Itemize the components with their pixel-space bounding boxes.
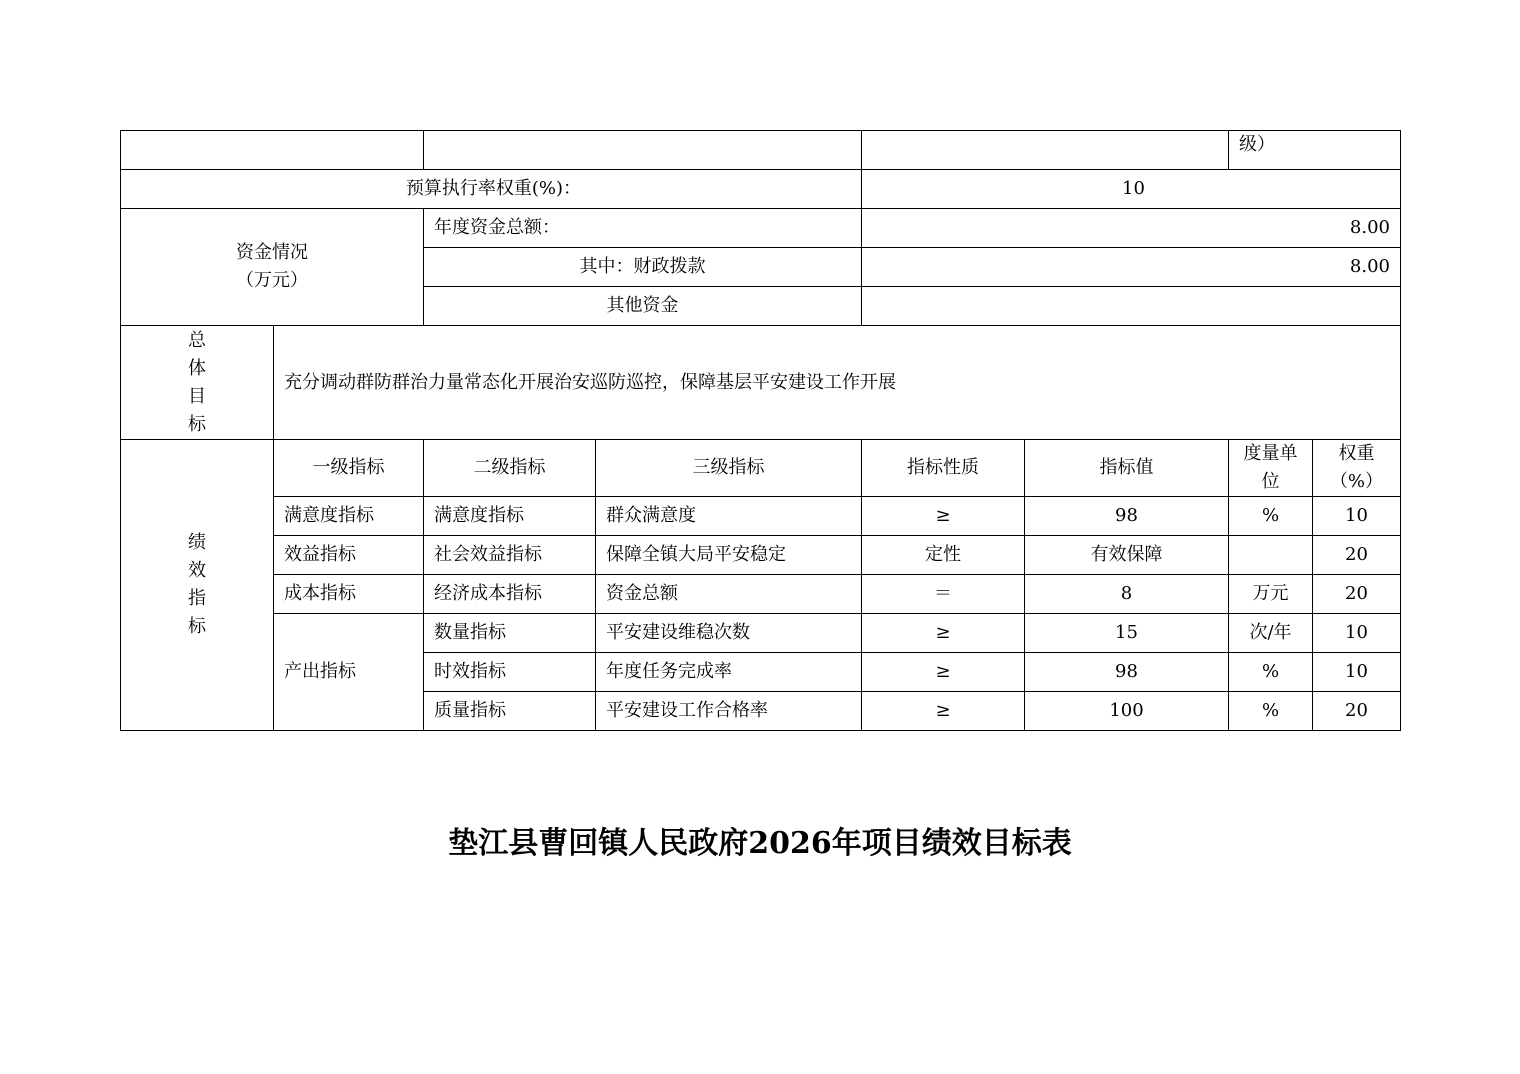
header-level3: 三级指标 (596, 440, 862, 497)
cell-unit (1229, 536, 1313, 575)
cell-value: 100 (1025, 692, 1229, 731)
cell-weight: 10 (1313, 497, 1401, 536)
cell-weight: 20 (1313, 536, 1401, 575)
indicator-header-row (121, 440, 1401, 497)
header-weight-line2: （%） (1329, 471, 1384, 492)
cell-level3: 保障全镇大局平安稳定 (596, 536, 862, 575)
cell-level3: 资金总额 (596, 575, 862, 614)
overall-goal-label-char: 标 (188, 413, 206, 435)
budget-rate-row (121, 170, 1401, 209)
cell-level1: 成本指标 (274, 575, 424, 614)
table-row (121, 497, 1401, 536)
cell-level1: 产出指标 (274, 614, 424, 731)
funding-row-total (121, 209, 1401, 248)
header-value: 指标值 (1025, 440, 1229, 497)
indicators-label-char: 标 (188, 616, 206, 637)
cell-value: 有效保障 (1025, 536, 1229, 575)
header-level2: 二级指标 (424, 440, 596, 497)
cell-nature: ≥ (862, 497, 1025, 536)
cell-level2: 社会效益指标 (424, 536, 596, 575)
header-unit (1229, 440, 1313, 497)
indicators-label-char: 绩 (188, 532, 206, 553)
cell-level1: 效益指标 (274, 536, 424, 575)
cell-value: 15 (1025, 614, 1229, 653)
cell-weight: 10 (1313, 614, 1401, 653)
cell-level2: 经济成本指标 (424, 575, 596, 614)
other-funds-value (862, 287, 1401, 326)
cell-level2: 时效指标 (424, 653, 596, 692)
partial-top-row (121, 131, 1401, 170)
overall-goal-label-char: 总 (188, 329, 206, 351)
funding-label-line2: （万元） (236, 270, 308, 291)
cell-unit: 次/年 (1229, 614, 1313, 653)
annual-total-label: 年度资金总额： (424, 209, 862, 248)
cell-unit: % (1229, 653, 1313, 692)
cell-level3: 年度任务完成率 (596, 653, 862, 692)
budget-rate-value: 10 (862, 170, 1401, 209)
header-unit-line1: 度量单 (1243, 443, 1298, 464)
cell-level2: 质量指标 (424, 692, 596, 731)
overall-goal-label (121, 326, 274, 440)
cell-weight: 10 (1313, 653, 1401, 692)
table-row (121, 575, 1401, 614)
cell-nature: ≥ (862, 614, 1025, 653)
cell-level3: 平安建设工作合格率 (596, 692, 862, 731)
cell-level2: 数量指标 (424, 614, 596, 653)
fiscal-value: 8.00 (862, 248, 1401, 287)
indicators-label (121, 440, 274, 731)
cell-level2: 满意度指标 (424, 497, 596, 536)
overall-goal-text: 充分调动群防群治力量常态化开展治安巡防巡控，保障基层平安建设工作开展 (274, 326, 1401, 440)
fiscal-label: 其中：财政拨款 (424, 248, 862, 287)
overall-goal-label-char: 目 (188, 385, 206, 407)
indicators-label-char: 指 (188, 588, 206, 609)
partial-text: 级） (1239, 134, 1275, 155)
header-weight-line1: 权重 (1338, 443, 1375, 464)
cell-value: 98 (1025, 653, 1229, 692)
overall-goal-label-char: 体 (188, 357, 206, 379)
empty-cell (121, 131, 424, 170)
cell-unit: % (1229, 692, 1313, 731)
cell-nature: ≥ (862, 692, 1025, 731)
cell-weight: 20 (1313, 575, 1401, 614)
cell-unit: % (1229, 497, 1313, 536)
header-weight (1313, 440, 1401, 497)
table-row (121, 614, 1401, 653)
funding-label-line1: 资金情况 (236, 242, 308, 263)
header-nature: 指标性质 (862, 440, 1025, 497)
performance-form-table (120, 130, 1401, 731)
cell-value: 8 (1025, 575, 1229, 614)
cell-unit: 万元 (1229, 575, 1313, 614)
cell-level1: 满意度指标 (274, 497, 424, 536)
empty-cell (424, 131, 862, 170)
header-level1: 一级指标 (274, 440, 424, 497)
cell-weight: 20 (1313, 692, 1401, 731)
partial-text-cell (1229, 131, 1401, 170)
cell-nature: ＝ (862, 575, 1025, 614)
page-title: 垫江县曹回镇人民政府2026年项目绩效目标表 (448, 826, 1072, 861)
cell-level3: 群众满意度 (596, 497, 862, 536)
overall-goal-row (121, 326, 1401, 440)
cell-nature: ≥ (862, 653, 1025, 692)
other-funds-label: 其他资金 (424, 287, 862, 326)
table-row (121, 536, 1401, 575)
cell-level3: 平安建设维稳次数 (596, 614, 862, 653)
budget-rate-label: 预算执行率权重(%)： (121, 170, 862, 209)
cell-value: 98 (1025, 497, 1229, 536)
annual-total-value: 8.00 (862, 209, 1401, 248)
indicators-label-char: 效 (188, 560, 206, 581)
header-unit-line2: 位 (1261, 471, 1280, 492)
empty-cell (862, 131, 1229, 170)
cell-nature: 定性 (862, 536, 1025, 575)
funding-label (121, 209, 424, 326)
